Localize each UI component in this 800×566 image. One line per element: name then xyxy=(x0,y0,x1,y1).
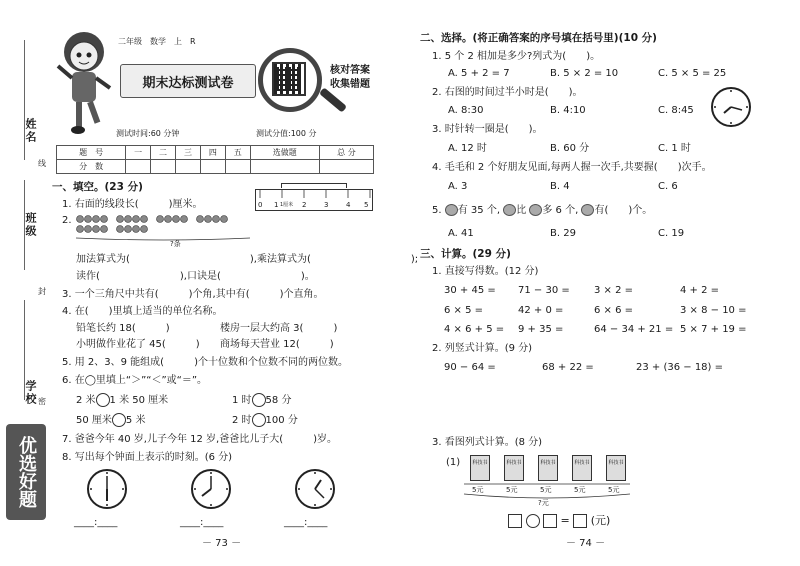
calc-item: 6 × 5 = xyxy=(444,305,484,316)
ruler-tick-1: 1 xyxy=(274,201,279,209)
compare-3-left: 50 厘米 xyxy=(76,415,112,426)
question-2-line-b: 读作( ),口诀是( )。 xyxy=(76,271,315,282)
book-card-5: 科技书 xyxy=(606,455,626,481)
calc-item: 71 − 30 = xyxy=(518,285,570,296)
clock-face-choice-2 xyxy=(710,86,752,128)
price-label: 5元 xyxy=(608,486,620,494)
calc-item: 3 × 2 = xyxy=(594,285,634,296)
calc-3-title: 3. 看图列式计算。(8 分) xyxy=(432,437,543,448)
choice-2-option-a[interactable]: A. 8:30 xyxy=(448,105,484,116)
score-header-cell: 四 xyxy=(200,146,225,160)
score-cell[interactable] xyxy=(225,160,250,174)
calc-item: 6 × 6 = xyxy=(594,305,634,316)
score-header-cell: 三 xyxy=(175,146,200,160)
compare-circle[interactable] xyxy=(112,413,126,427)
unit-label: (元) xyxy=(590,514,611,527)
score-header-cell: 一 xyxy=(126,146,151,160)
calc-item: 42 + 0 = xyxy=(518,305,564,316)
ruler-tick-2: 2 xyxy=(302,201,307,209)
score-cell[interactable] xyxy=(126,160,151,174)
compare-3-right: 5 米 xyxy=(125,415,146,426)
choice-1-option-c[interactable]: C. 5 × 5 = 25 xyxy=(658,68,727,79)
compare-row-2-right xyxy=(232,413,298,427)
seal-char-3: 密 xyxy=(38,397,46,406)
question-2-line-a: 加法算式为( ),乘法算式为( ); xyxy=(76,254,419,265)
qr-caption-line-2: 收集错题 xyxy=(330,79,370,90)
equals-sign: = xyxy=(560,514,570,527)
section-1-title: 一、填空。(23 分) xyxy=(52,181,143,193)
apple-icon xyxy=(529,204,542,216)
score-table-header-row xyxy=(57,146,374,160)
equation-answer-row xyxy=(508,514,610,528)
choice-4-option-b[interactable]: B. 4 xyxy=(550,181,570,192)
compare-circle[interactable] xyxy=(252,413,266,427)
choice-1-option-b[interactable]: B. 5 × 2 = 10 xyxy=(550,68,619,79)
question-4-a1: 铅笔长约 18( ) xyxy=(76,323,170,334)
test-score: 测试分值:100 分 xyxy=(256,129,317,138)
score-header-cell: 选做题 xyxy=(250,146,319,160)
compare-1-left: 2 米 xyxy=(76,395,96,406)
question-7: 7. 爸爸今年 40 岁,儿子今年 12 岁,爸爸比儿子大( )岁。 xyxy=(62,434,338,445)
bead-groups-illustration xyxy=(74,212,254,242)
book-card-2: 科技书 xyxy=(504,455,524,481)
compare-4-left: 2 时 xyxy=(232,415,252,426)
answer-box[interactable] xyxy=(573,514,587,528)
compare-circle[interactable] xyxy=(96,393,110,407)
choice-5-part-b: 有 35 个, xyxy=(457,205,500,216)
section-2-title: 二、选择。(将正确答案的序号填在括号里)(10 分) xyxy=(420,32,657,44)
choice-5-part-d: 多 6 个, xyxy=(542,205,579,216)
qr-caption xyxy=(322,64,378,96)
choice-3-option-a[interactable]: A. 12 时 xyxy=(448,143,487,154)
calc-item: 9 + 35 = xyxy=(518,324,564,335)
question-2-note: ?条 xyxy=(170,240,181,248)
vertical-calc-2: 68 + 22 = xyxy=(542,362,594,373)
choice-5-option-b[interactable]: B. 29 xyxy=(550,228,576,239)
compare-2-left: 1 时 xyxy=(232,395,252,406)
grade-label: 二年级 数学 上 R xyxy=(118,37,196,46)
score-table-score-row xyxy=(57,160,374,174)
exam-title: 期末达标测试卷 xyxy=(120,64,256,98)
brand-logo: 优选好题 xyxy=(6,424,46,520)
choice-1-option-a[interactable]: A. 5 + 2 = 7 xyxy=(448,68,510,79)
score-header-cell: 总 分 xyxy=(319,146,373,160)
question-5: 5. 用 2、3、9 能组成( )个十位数和个位数不同的两位数。 xyxy=(62,357,348,368)
choice-5-option-c[interactable]: C. 19 xyxy=(658,228,685,239)
qr-code-icon[interactable] xyxy=(272,62,306,96)
question-6: 6. 在◯里填上“＞”“＜”或“＝”。 xyxy=(62,375,207,386)
choice-4-option-a[interactable]: A. 3 xyxy=(448,181,468,192)
choice-2-option-c[interactable]: C. 8:45 xyxy=(658,105,694,116)
ruler-tick-3: 3 xyxy=(324,201,329,209)
choice-3-option-b[interactable]: B. 60 分 xyxy=(550,143,590,154)
calc-2-title: 2. 列竖式计算。(9 分) xyxy=(432,343,533,354)
ruler-diagram xyxy=(255,189,373,211)
school-label: 学校 xyxy=(24,380,37,406)
price-label: 5元 xyxy=(506,486,518,494)
score-header-cell: 五 xyxy=(225,146,250,160)
ruler-tick-4: 4 xyxy=(346,201,351,209)
operator-circle[interactable] xyxy=(526,514,540,528)
question-1: 1. 右面的线段长( )厘米。 xyxy=(62,199,203,210)
compare-row-1-left xyxy=(76,393,168,407)
compare-circle[interactable] xyxy=(252,393,266,407)
choice-5 xyxy=(432,204,652,217)
clock-face-1 xyxy=(86,468,128,510)
calc-item: 30 + 45 = xyxy=(444,285,496,296)
score-row-label: 分 数 xyxy=(57,160,126,174)
mascot-girl-illustration xyxy=(54,22,116,140)
score-cell[interactable] xyxy=(250,160,319,174)
choice-2-option-b[interactable]: B. 4:10 xyxy=(550,105,586,116)
question-4: 4. 在( )里填上适当的单位名称。 xyxy=(62,306,223,317)
calc-1-title: 1. 直接写得数。(12 分) xyxy=(432,266,539,277)
clock-face-3 xyxy=(294,468,336,510)
choice-5-part-c: 比 xyxy=(516,205,527,216)
choice-3-option-c[interactable]: C. 1 时 xyxy=(658,143,691,154)
name-label: 姓名 xyxy=(24,118,37,144)
calc-item: 64 − 34 + 21 = xyxy=(594,324,674,335)
compare-row-2-left xyxy=(76,413,145,427)
book-card-1: 科技书 xyxy=(470,455,490,481)
score-table xyxy=(56,145,374,174)
seal-char-1: 线 xyxy=(38,159,46,168)
measured-segment xyxy=(281,183,347,188)
peach-icon xyxy=(581,204,594,216)
calc-item: 3 × 8 − 10 = xyxy=(680,305,747,316)
score-cell[interactable] xyxy=(151,160,176,174)
compare-1-right: 1 米 50 厘米 xyxy=(109,395,169,406)
apple-icon xyxy=(445,204,458,216)
test-time: 测试时间:60 分钟 xyxy=(116,129,180,138)
calc-item: 5 × 7 + 19 = xyxy=(680,324,747,335)
vertical-calc-1: 90 − 64 = xyxy=(444,362,496,373)
page-number-left: － 73 － xyxy=(202,538,242,549)
price-label: 5元 xyxy=(540,486,552,494)
question-2-num: 2. xyxy=(62,215,72,226)
question-3: 3. 一个三角尺中共有( )个角,其中有( )个直角。 xyxy=(62,289,324,300)
choice-4-option-c[interactable]: C. 6 xyxy=(658,181,678,192)
choice-3: 3. 时针转一圈是( )。 xyxy=(432,124,543,135)
score-cell[interactable] xyxy=(200,160,225,174)
score-header-cell: 题 号 xyxy=(57,146,126,160)
book-card-3: 科技书 xyxy=(538,455,558,481)
ruler-tick-5: 5 xyxy=(364,201,369,209)
choice-5-num: 5. xyxy=(432,205,442,216)
question-4-a2: 楼房一层大约高 3( ) xyxy=(220,323,338,334)
choice-4: 4. 毛毛和 2 个好朋友见面,每两人握一次手,共要握( )次手。 xyxy=(432,162,712,173)
clock-face-2 xyxy=(190,468,232,510)
book-card-4: 科技书 xyxy=(572,455,592,481)
qr-caption-line-1: 核对答案 xyxy=(330,65,370,76)
compare-2-right: 58 分 xyxy=(265,395,292,406)
score-cell[interactable] xyxy=(175,160,200,174)
price-label: 5元 xyxy=(472,486,484,494)
class-label: 班级 xyxy=(24,212,37,238)
clock-answer-3[interactable]: ____:____ xyxy=(284,517,328,528)
compare-row-1-right xyxy=(232,393,291,407)
calc-item: 4 × 6 + 5 = xyxy=(444,324,505,335)
calc-item: 4 + 2 = xyxy=(680,285,720,296)
choice-2: 2. 右图的时间过半小时是( )。 xyxy=(432,87,583,98)
clock-answer-2[interactable]: ____:____ xyxy=(180,517,224,528)
answer-box[interactable] xyxy=(508,514,522,528)
page-number-right: － 74 － xyxy=(566,538,606,549)
choice-5-option-a[interactable]: A. 41 xyxy=(448,228,474,239)
compare-4-right: 100 分 xyxy=(265,415,298,426)
choice-5-part-e: 有( )个。 xyxy=(594,205,653,216)
question-4-b1: 小明做作业花了 45( ) xyxy=(76,339,200,350)
question-8: 8. 写出每个钟面上表示的时刻。(6 分) xyxy=(62,452,233,463)
ruler-unit: 1厘米 xyxy=(280,202,294,208)
score-cell[interactable] xyxy=(319,160,373,174)
peach-icon xyxy=(503,204,516,216)
price-label: 5元 xyxy=(574,486,586,494)
score-header-cell: 二 xyxy=(151,146,176,160)
total-price-question: ?元 xyxy=(538,499,549,507)
section-3-title: 三、计算。(29 分) xyxy=(420,248,511,260)
question-4-b2: 商场每天营业 12( ) xyxy=(220,339,334,350)
clock-answer-1[interactable]: ____:____ xyxy=(74,517,118,528)
answer-box[interactable] xyxy=(543,514,557,528)
ruler-tick-0: 0 xyxy=(258,201,263,209)
choice-1: 1. 5 个 2 相加是多少?列式为( )。 xyxy=(432,51,601,62)
vertical-calc-3: 23 + (36 − 18) = xyxy=(636,362,724,373)
calc-3-subnum: (1) xyxy=(446,457,461,468)
seal-char-2: 封 xyxy=(38,287,46,296)
